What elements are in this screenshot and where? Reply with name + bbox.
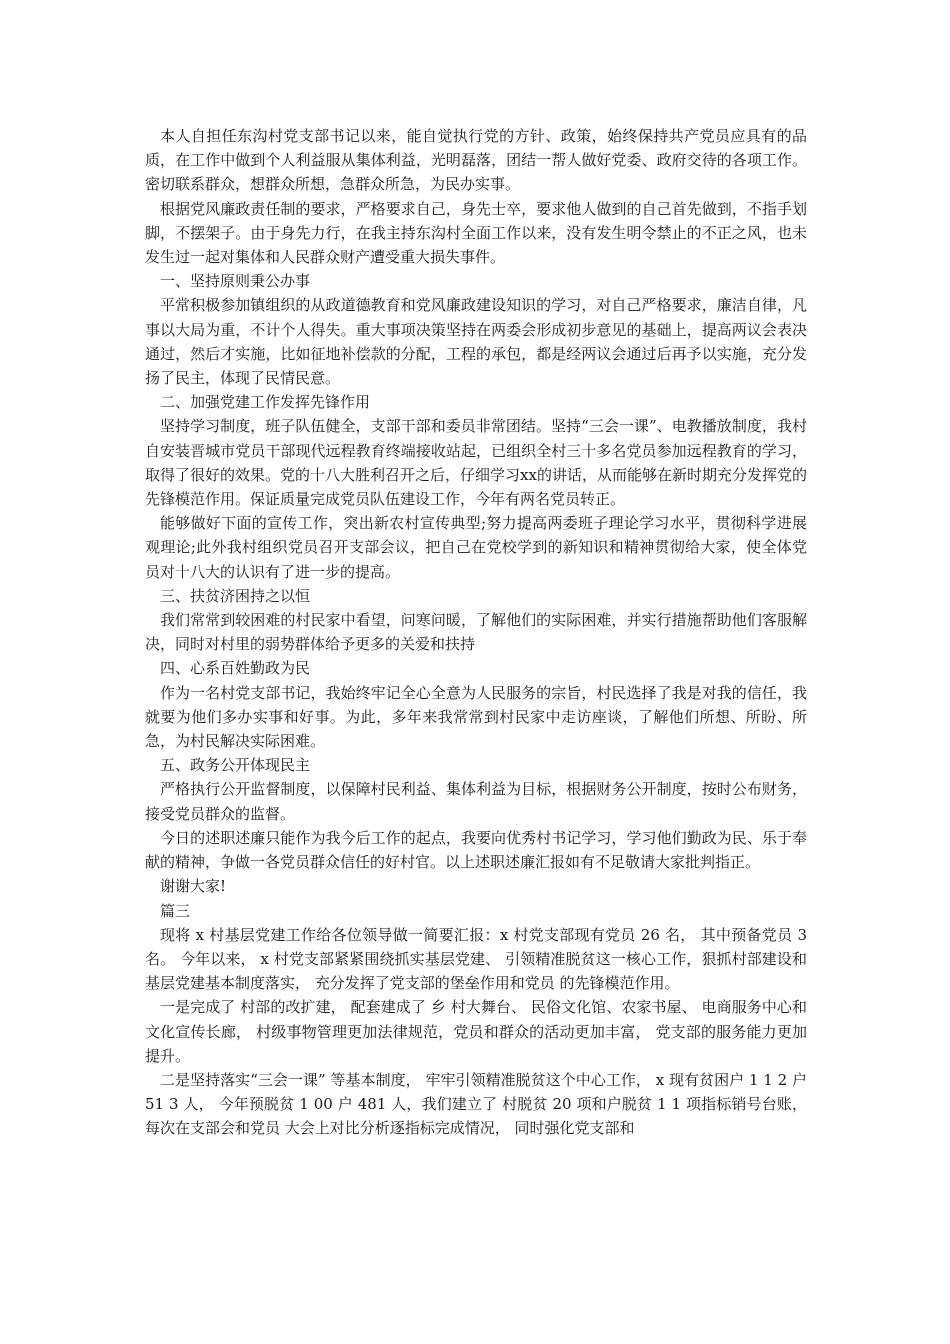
paragraph: 根据党风廉政责任制的要求，严格要求自己，身先士卒，要求他人做到的自己首先做到，不指手划脚，不摆架子。由于身先力行，在我主持东沟村全面工作以来，没有发生明令禁止的不正之风，也未发生过一起对集体和人民群众财产遭受重大损失事件。	[145, 199, 807, 267]
paragraph: 我们常常到较困难的村民家中看望，问寒问暖，了解他们的实际困难，并实行措施帮助他们客服解决，同时对村里的弱势群体给予更多的关爱和扶持	[145, 611, 807, 654]
part-heading: 篇三	[160, 901, 191, 920]
section-heading: 五、政务公开体现民主	[160, 756, 311, 775]
paragraph: 今日的述职述廉只能作为我今后工作的起点，我要向优秀村书记学习，学习他们勤政为民、乐于奉献的精神，争做一各党员群众信任的好村官。以上述职述廉汇报如有不足敬请大家批判指正。	[145, 828, 807, 872]
paragraph: 坚持学习制度，班子队伍健全，支部干部和委员非常团结。坚持“三会一课”、电教播放制度，我村自安装晋城市党员干部现代远程教育终端接收站起，已组织全村三十多名党员参加远程教育的学习，取得了很好的效果。党的十八大胜利召开之后，仔细学习xx的讲话，从而能够在新时期充分发挥党的先锋模范作用。保证质量完成党员队伍建设工作，今年有两名党员转正。	[145, 417, 807, 509]
section-heading: 一、坚持原则秉公办事	[160, 272, 311, 291]
paragraph: 严格执行公开监督制度，以保障村民利益、集体利益为目标，根据财务公开制度，按时公布财务，接受党员群众的监督。	[145, 780, 807, 823]
paragraph: 现将 x 村基层党建工作给各位领导做一简要汇报：x 村党支部现有党员 26 名， 其中预备党员 3 名。 今年以来， x 村党支部紧紧围绕抓实基层党建、 引领精准脱贫这一核心工作，狠抓村部建设和基层党建基本制度落实， 充分发挥了党支部的堡垒作用和党员 的先锋模范作用。	[145, 925, 807, 993]
paragraph: 能够做好下面的宣传工作，突出新农村宣传典型;努力提高两委班子理论学习水平，贯彻科学进展观理论;此外我村组织党员召开支部会议，把自己在党校学到的新知识和精神贯彻给大家，使全体党员对十八大的认识有了进一步的提高。	[145, 514, 807, 581]
paragraph: 一是完成了 村部的改扩建， 配套建成了 乡 村大舞台、 民俗文化馆、农家书屋、 电商服务中心和文化宣传长廊， 村级事物管理更加法律规范，党员和群众的活动更加丰富， 党支部的服务能力更加提升。	[145, 998, 807, 1065]
section-heading: 三、扶贫济困持之以恒	[160, 586, 311, 605]
paragraph: 二是坚持落实“三会一课” 等基本制度， 牢牢引领精准脱贫这个中心工作， x 现有贫困户 1 1 2 户 51 3 人， 今年预脱贫 1 00 户 481 人，我们建立了 村脱贫 20 项和户脱贫 1 1 项指标销号台账， 每次在支部会和党员 大会上对比分析逐指标完成情况， 同时强化党支部和	[145, 1070, 807, 1138]
paragraph: 作为一名村党支部书记，我始终牢记全心全意为人民服务的宗旨，村民选择了我是对我的信任，我就要为他们多办实事和好事。为此，多年来我常常到村民家中走访座谈，了解他们所想、所盼、所急，为村民解决实际困难。	[145, 683, 807, 751]
section-heading: 四、心系百姓勤政为民	[160, 659, 311, 678]
paragraph: 本人自担任东沟村党支部书记以来，能自觉执行党的方针、政策，始终保持共产党员应具有的品质，在工作中做到个人利益服从集体利益，光明磊落，团结一帮人做好党委、政府交待的各项工作。密切联系群众，想群众所想，急群众所急，为民办实事。	[145, 127, 807, 194]
paragraph: 平常积极参加镇组织的从政道德教育和党风廉政建设知识的学习，对自己严格要求，廉洁自律，凡事以大局为重，不计个人得失。重大事项决策坚持在两委会形成初步意见的基础上，提高两议会表决通过，然后才实施，比如征地补偿款的分配，工程的承包，都是经两议会通过后再予以实施，充分发扬了民主，体现了民情民意。	[145, 296, 807, 388]
section-heading: 二、加强党建工作发挥先锋作用	[160, 393, 371, 412]
document-body	[145, 124, 807, 1141]
closing-line: 谢谢大家!	[160, 877, 227, 896]
